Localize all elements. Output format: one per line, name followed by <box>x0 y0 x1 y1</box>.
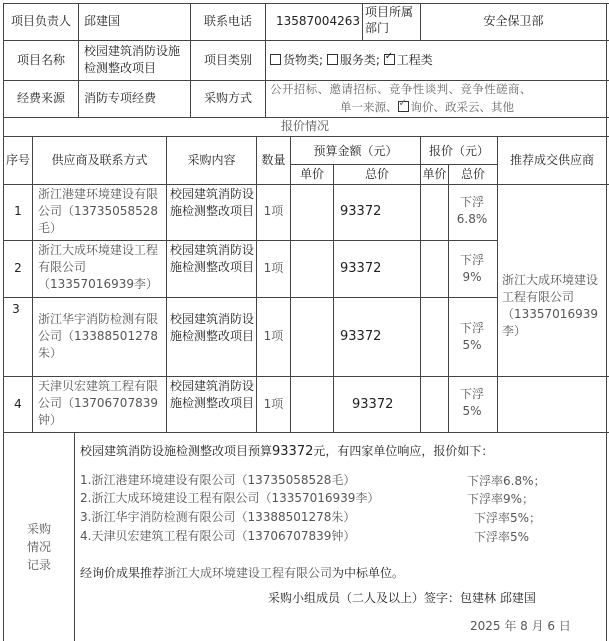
record-budget-amount: 93372 <box>272 444 314 459</box>
record-intro: 校园建筑消防设施检测整改项目预算93372元，有四家单位响应，报价如下： <box>80 444 494 459</box>
project-name-label: 项目名称 <box>16 53 65 67</box>
col-budget-header: 预算金额（元） <box>313 144 398 158</box>
row-supplier: 浙江大成环境建设工程有限公司（13357016939李） <box>38 243 159 291</box>
record-rate-4: 下浮率5% <box>474 530 530 544</box>
row-no: 1 <box>14 204 22 218</box>
row-offer: 下浮9% <box>459 253 484 284</box>
record-date: 2025 年 8 月 6 日 <box>470 619 571 633</box>
recommended-supplier: 浙江大成环境建设工程有限公司（13357016939李） <box>502 273 599 338</box>
fund-value: 消防专项经费 <box>84 91 157 105</box>
row-qty: 1项 <box>263 397 284 411</box>
col-budget-total: 总价 <box>364 167 389 181</box>
row-content: 校园建筑消防设施检测整改项目 <box>170 312 255 343</box>
method-line-2: 单一来源、✓ 询价、政采云、其他 <box>340 99 606 116</box>
row-content: 校园建筑消防设施检测整改项目 <box>170 187 255 218</box>
method-line-1: 公开招标、邀请招标、竞争性谈判、竞争性磋商、 <box>270 82 532 96</box>
row-budget-total: 93372 <box>340 204 382 219</box>
checkbox-goods[interactable]: 货物类; <box>270 53 323 67</box>
record-conclusion: 经询价成果推荐浙江大成环境建设工程有限公司为中标单位。 <box>80 566 405 580</box>
row-offer: 下浮5% <box>459 321 484 352</box>
col-offer-header: 报价（元） <box>428 144 489 158</box>
record-signature: 采购小组成员（二人及以上）签字：包建林 邱建国 <box>268 591 536 605</box>
leader-value: 邱建国 <box>84 14 121 28</box>
method-label: 采购方式 <box>203 91 252 105</box>
dept-label: 项目所属部门 <box>365 5 414 35</box>
record-rate-2: 下浮率9%； <box>467 492 535 506</box>
row-no: 4 <box>14 397 22 411</box>
record-entry-3: 3.浙江华宇消防检测有限公司（13388501278朱） <box>80 510 356 524</box>
row-qty: 1项 <box>263 261 284 275</box>
phone-value: 13587004263 <box>276 14 360 28</box>
checked-checkbox-icon <box>384 54 395 65</box>
checkbox-icon <box>270 54 281 65</box>
col-no-header: 序号 <box>5 153 30 167</box>
row-supplier: 浙江华宇消防检测有限公司（13388501278朱） <box>38 312 159 360</box>
quote-section-title: 报价情况 <box>280 119 329 133</box>
col-qty-header: 数量 <box>261 153 286 167</box>
record-entry-2: 2.浙江大成环境建设工程有限公司（13357016939李） <box>80 491 380 505</box>
col-offer-unit: 单价 <box>422 167 447 181</box>
row-offer: 下浮6.8% <box>456 195 488 226</box>
record-entry-1: 1.浙江港建环境建设有限公司（13735058528毛） <box>80 473 356 487</box>
row-content: 校园建筑消防设施检测整改项目 <box>170 243 255 274</box>
row-budget-total: 93372 <box>352 397 394 412</box>
checked-checkbox-icon[interactable] <box>398 101 409 112</box>
signature-names: 包建林 邱建国 <box>460 591 536 605</box>
col-content-header: 采购内容 <box>187 153 236 167</box>
leader-label: 项目负责人 <box>10 14 71 28</box>
category-label: 项目类别 <box>203 53 252 67</box>
col-offer-total: 总价 <box>460 167 485 181</box>
checkbox-service[interactable]: 服务类; <box>327 53 380 67</box>
row-content: 校园建筑消防设施检测整改项目 <box>170 379 255 410</box>
record-rate-1: 下浮率6.8%； <box>467 474 546 488</box>
row-offer: 下浮5% <box>459 387 484 418</box>
row-qty: 1项 <box>263 204 284 218</box>
row-qty: 1项 <box>263 329 284 343</box>
col-recommend-header: 推荐成交供应商 <box>509 153 594 167</box>
dept-value: 安全保卫部 <box>483 14 544 28</box>
fund-label: 经费来源 <box>16 91 65 105</box>
row-budget-total: 93372 <box>340 261 382 276</box>
checkbox-icon <box>327 54 338 65</box>
record-entry-4: 4.天津贝宏建筑工程有限公司（13706707839钟） <box>80 529 356 543</box>
row-no: 3 <box>12 302 20 316</box>
checkbox-engineering[interactable]: ✓ 工程类 <box>384 53 433 67</box>
record-rate-3: 下浮率5%； <box>474 511 542 525</box>
project-name-value: 校园建筑消防设施检测整改项目 <box>84 44 181 75</box>
row-supplier: 天津贝宏建筑工程有限公司（13706707839钟） <box>38 379 159 427</box>
row-supplier: 浙江港建环境建设有限公司（13735058528毛） <box>38 187 159 235</box>
record-label: 采购情况记录 <box>26 522 51 572</box>
col-budget-unit: 单价 <box>299 167 324 181</box>
col-supplier-header: 供应商及联系方式 <box>51 153 148 167</box>
phone-label: 联系电话 <box>203 14 252 28</box>
row-budget-total: 93372 <box>340 329 382 344</box>
row-no: 2 <box>14 261 22 275</box>
category-options <box>270 52 606 69</box>
